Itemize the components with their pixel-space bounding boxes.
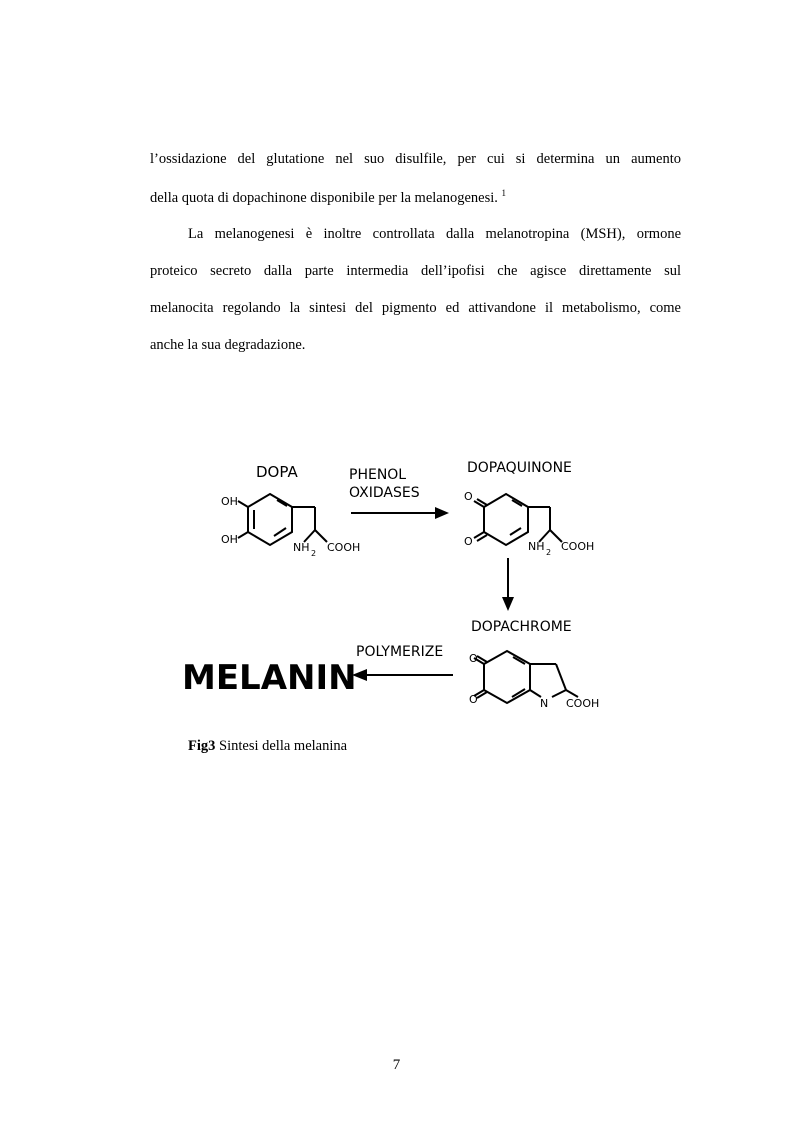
dopa-label: DOPA <box>256 463 298 481</box>
figure-caption <box>188 738 347 755</box>
oh-group-label: OH <box>221 495 238 508</box>
paragraph-line: l’ossidazione del glutatione nel suo disulfile, per cui si determina un aumento <box>150 151 681 167</box>
melanin-label: MELANIN <box>182 658 357 698</box>
cyclization-arrowhead <box>502 597 514 611</box>
dopachrome-label: DOPACHROME <box>471 619 572 635</box>
footnote-reference: 1 <box>501 188 507 198</box>
dopachrome-ring <box>484 651 530 703</box>
carbonyl-o-label: O <box>469 693 478 706</box>
phenol-label: PHENOL <box>349 467 407 483</box>
oh-group-label: OH <box>221 533 238 546</box>
carbonyl-o-label: O <box>464 490 473 503</box>
polymerize-label: POLYMERIZE <box>356 644 444 660</box>
carbonyl-o-label: O <box>464 535 473 548</box>
ring-nitrogen-label: N <box>540 697 549 710</box>
oxidases-label: OXIDASES <box>349 485 420 501</box>
paragraph-line: melanocita regolando la sintesi del pigmento ed attivandone il metabolismo, come <box>150 300 681 316</box>
carbonyl-o-label: O <box>469 652 478 665</box>
amino-subscript: 2 <box>311 549 317 558</box>
amino-subscript: 2 <box>546 548 552 557</box>
figure-caption-label: Fig3 <box>188 738 216 754</box>
paragraph-text: della quota di dopachinone disponibile per la melanogenesi. <box>150 190 498 206</box>
oxidation-arrowhead <box>435 507 449 519</box>
page-number: 7 <box>392 1057 401 1073</box>
carboxyl-label: COOH <box>327 541 361 554</box>
carboxyl-label: COOH <box>566 697 600 710</box>
paragraph-line: anche la sua degradazione. <box>150 337 306 353</box>
carboxyl-label: COOH <box>561 540 595 553</box>
amino-group-label: NH <box>293 541 310 554</box>
amino-group-label: NH <box>528 540 545 553</box>
paragraph-line: proteico secreto dalla parte intermedia dell’ipofisi che agisce direttamente sul <box>150 263 681 279</box>
dopaquinone-ring <box>484 494 528 545</box>
figure-caption-text: Sintesi della melanina <box>215 738 348 754</box>
paragraph-line: La melanogenesi è inoltre controllata dalla melanotropina (MSH), ormone <box>188 226 681 242</box>
dopaquinone-label: DOPAQUINONE <box>467 460 572 476</box>
